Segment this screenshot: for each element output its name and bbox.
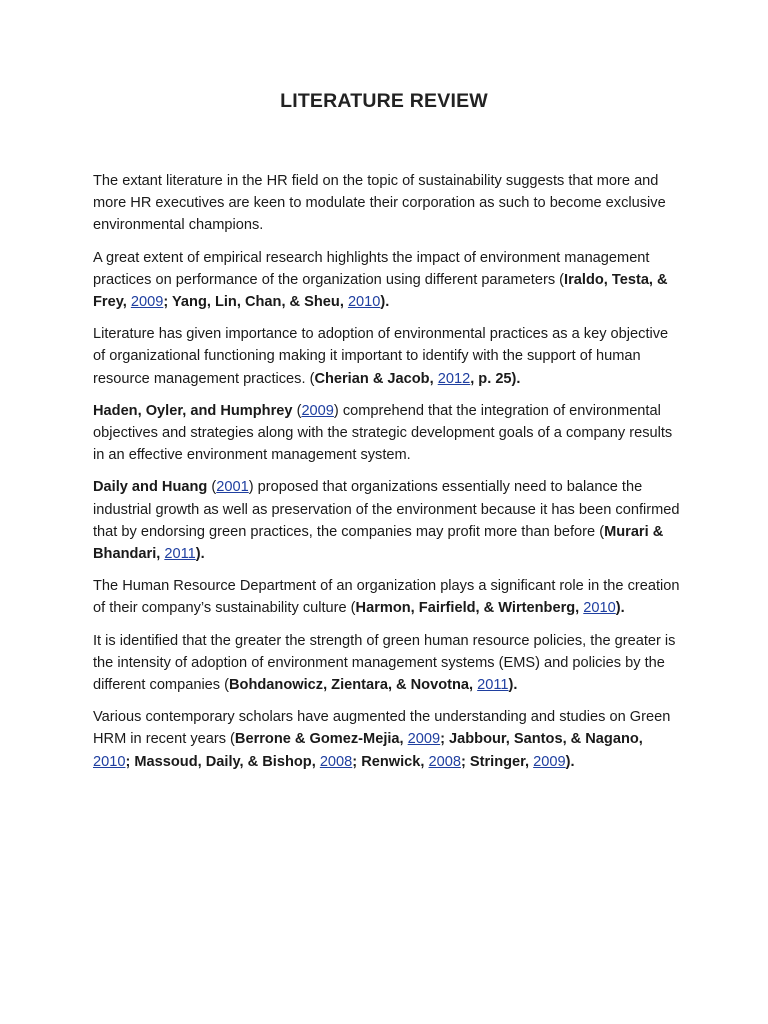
paragraph-1 <box>93 170 683 237</box>
citation-year-link[interactable]: 2001 <box>216 479 249 496</box>
citation-year-link[interactable]: 2008 <box>428 753 461 770</box>
citation-year-link[interactable]: 2012 <box>437 370 471 387</box>
citation-text: Iraldo, Testa, & Frey, <box>93 271 668 311</box>
citation-text: Daily and Huang <box>93 479 208 496</box>
citation-year-link[interactable]: 2010 <box>583 600 616 617</box>
citation-text: ; Jabbour, Santos, & Nagano, <box>440 731 643 748</box>
paragraph-6 <box>93 575 683 619</box>
citation-text: Cherian & Jacob, <box>314 370 438 387</box>
paragraph-text: Various contemporary scholars have augmented the understanding and studies on Green HRM in recent years ( <box>93 709 671 748</box>
citation-text: ; Renwick, <box>352 753 429 770</box>
page-title: LITERATURE REVIEW <box>280 90 488 112</box>
paragraph-4 <box>93 400 683 467</box>
citation-year-link[interactable]: 2009 <box>301 402 334 419</box>
document-body <box>93 170 683 783</box>
paragraph-text: Literature has given importance to adoption of environmental practices as a key objective of organizational functioning making it important to identify with the support of human resource management practices. ( <box>93 326 669 387</box>
citation-year-link[interactable]: 2009 <box>130 294 164 311</box>
paragraph-text: ( <box>207 479 217 496</box>
citation-text: ). <box>508 677 518 694</box>
citation-year-link[interactable]: 2009 <box>407 731 441 748</box>
citation-text: Murari & Bhandari, <box>93 523 664 563</box>
citation-text: Harmon, Fairfield, & Wirtenberg, <box>355 600 584 617</box>
citation-year-link[interactable]: 2008 <box>319 753 353 770</box>
citation-year-link[interactable]: 2011 <box>164 546 196 563</box>
paragraph-text: ) proposed that organizations essentially need to balance the industrial growth as well as preservation of the environment because it has been confirmed that by endorsing green practices, the companies may profit more than before ( <box>93 479 680 540</box>
paragraph-text: ) comprehend that the integration of environmental objectives and strategies along with the strategic development goals of a company results in an effective environment management system. <box>93 402 673 464</box>
citation-year-link[interactable]: 2010 <box>347 294 381 311</box>
citation-year-link[interactable]: 2011 <box>477 677 509 694</box>
citation-year-link[interactable]: 2009 <box>533 753 566 770</box>
citation-text: ). <box>195 546 205 563</box>
paragraph-text: The extant literature in the HR field on the topic of sustainability suggests that more and more HR executives are keen to modulate their corporation as such to become exclusive environmental champions. <box>93 173 666 234</box>
citation-text: Berrone & Gomez-Mejia, <box>234 731 408 748</box>
citation-text: Bohdanowicz, Zientara, & Novotna, <box>229 677 478 694</box>
citation-year-link[interactable]: 2010 <box>93 753 126 770</box>
citation-text: ; Yang, Lin, Chan, & Sheu, <box>163 294 348 311</box>
citation-text: ). <box>615 600 625 617</box>
citation-text: Haden, Oyler, and Humphrey <box>93 402 293 419</box>
paragraph-3 <box>93 323 683 390</box>
citation-text: ; Stringer, <box>460 753 534 770</box>
paragraph-2 <box>93 247 683 314</box>
paragraph-text: It is identified that the greater the strength of green human resource policies, the greater is the intensity of adoption of environment management systems (EMS) and policies by the different companies ( <box>93 632 676 694</box>
paragraph-text: A great extent of empirical research highlights the impact of environment management practices on performance of the organization using different parameters ( <box>93 249 650 288</box>
paragraph-text: ( <box>292 402 302 419</box>
citation-text: , p. 25). <box>470 370 521 387</box>
citation-text: ). <box>380 294 390 311</box>
paragraph-5 <box>93 476 683 565</box>
citation-text: ). <box>565 753 575 770</box>
paragraph-8 <box>93 706 683 773</box>
paragraph-7 <box>93 630 683 697</box>
citation-text: ; Massoud, Daily, & Bishop, <box>125 753 320 770</box>
paragraph-text: The Human Resource Department of an organization plays a significant role in the creation of their company’s sustainability culture ( <box>93 578 680 617</box>
